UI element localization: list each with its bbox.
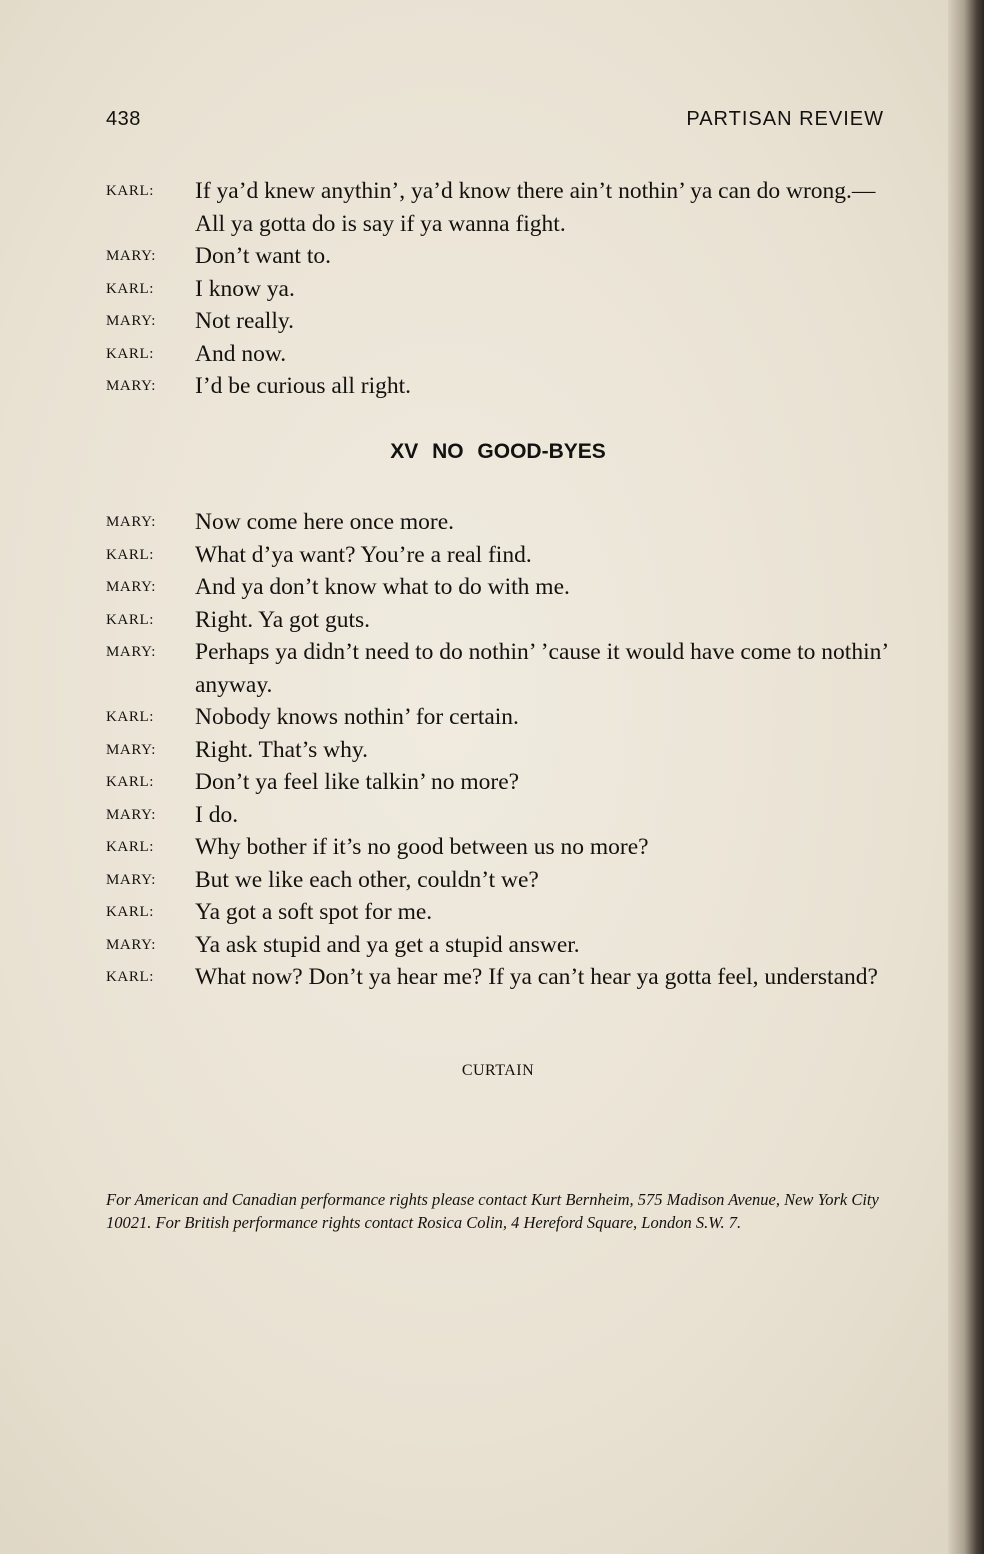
speaker-name: KARL: <box>106 611 154 628</box>
speech-text: Right. Ya got guts. <box>195 606 370 633</box>
speech-text: Why bother if it’s no good between us no more? <box>195 834 649 860</box>
dialogue-line <box>106 929 890 962</box>
dialogue-line <box>106 539 890 572</box>
speaker-name: KARL: <box>106 839 154 855</box>
speaker-name: KARL: <box>106 969 154 985</box>
speech-text: I’d be curious all right. <box>195 373 412 399</box>
dialogue-line <box>106 896 890 929</box>
speaker-name: MARY: <box>106 313 156 329</box>
speaker-name: MARY: <box>106 806 156 823</box>
speaker-name: MARY: <box>106 248 156 264</box>
dialogue-line <box>106 799 890 832</box>
speaker-name: MARY: <box>106 514 156 530</box>
dialogue-line <box>106 506 890 539</box>
dialogue-line <box>106 734 890 767</box>
speech-text: Ya got a soft spot for me. <box>195 899 433 925</box>
dialogue-line <box>106 766 890 799</box>
scene-title: XV NO GOOD-BYES <box>390 440 606 463</box>
dialogue-block-previous-scene <box>106 175 890 403</box>
dialogue-line <box>106 604 890 637</box>
speech-text: Ya ask stupid and ya get a stupid answer. <box>195 931 580 958</box>
dialogue-line <box>106 175 890 240</box>
speech-text: But we like each other, couldn’t we? <box>195 866 539 893</box>
speaker-name: MARY: <box>106 378 156 394</box>
speech-text: And now. <box>195 340 287 367</box>
dialogue-block-scene-xv <box>106 506 890 994</box>
speaker-name: KARL: <box>106 280 154 297</box>
speech-text: I do. <box>195 801 239 828</box>
speech-text: And ya don’t know what to do with me. <box>195 574 570 600</box>
speaker-name: KARL: <box>106 546 154 563</box>
curtain-label: CURTAIN <box>461 1062 535 1079</box>
speech-text: Don’t ya feel like talkin’ no more? <box>195 769 520 795</box>
speaker-name: KARL: <box>106 709 154 725</box>
performance-rights-note: For American and Canadian performance rights please contact Kurt Bernheim, 575 Madison Avenue, New York City 10021. For British performance rights contact Rosica Colin, 4 Hereford Square, London S.W. 7. <box>106 1190 879 1232</box>
speaker-name: MARY: <box>106 644 156 660</box>
page-number: 438 <box>106 108 141 130</box>
dialogue-line <box>106 636 890 701</box>
speech-text: Don’t want to. <box>195 243 331 269</box>
page-header <box>106 102 884 136</box>
speech-text: I know ya. <box>195 275 295 302</box>
dialogue-line <box>106 240 890 273</box>
speech-text: Nobody knows nothin’ for certain. <box>195 704 519 730</box>
speaker-name: MARY: <box>106 741 156 758</box>
speaker-name: MARY: <box>106 871 156 888</box>
dialogue-line <box>106 338 890 371</box>
dialogue-line <box>106 571 890 604</box>
speech-text: Not really. <box>195 308 294 334</box>
dialogue-line <box>106 864 890 897</box>
speaker-name: MARY: <box>106 936 156 953</box>
speech-text: If ya’d knew anythin’, ya’d know there ain’t nothin’ ya can do wrong.—All ya gotta do is say if ya wanna fight. <box>195 178 876 237</box>
speaker-name: KARL: <box>106 183 154 199</box>
speech-text: What now? Don’t ya hear me? If ya can’t hear ya gotta feel, understand? <box>195 964 878 990</box>
speaker-name: KARL: <box>106 345 154 362</box>
dialogue-line <box>106 370 890 403</box>
dialogue-line <box>106 273 890 306</box>
speech-text: Perhaps ya didn’t need to do nothin’ ’cause it would have come to nothin’ anyway. <box>195 639 888 698</box>
dialogue-line <box>106 831 890 864</box>
dialogue-line <box>106 961 890 994</box>
running-head: PARTISAN REVIEW <box>686 108 884 130</box>
speaker-name: KARL: <box>106 774 154 790</box>
speech-text: Right. That’s why. <box>195 736 368 763</box>
speech-text: Now come here once more. <box>195 509 455 535</box>
dialogue-line <box>106 701 890 734</box>
book-spine-shadow <box>948 0 984 1554</box>
speech-text: What d’ya want? You’re a real find. <box>195 541 532 568</box>
speaker-name: MARY: <box>106 579 156 595</box>
dialogue-line <box>106 305 890 338</box>
speaker-name: KARL: <box>106 904 154 920</box>
